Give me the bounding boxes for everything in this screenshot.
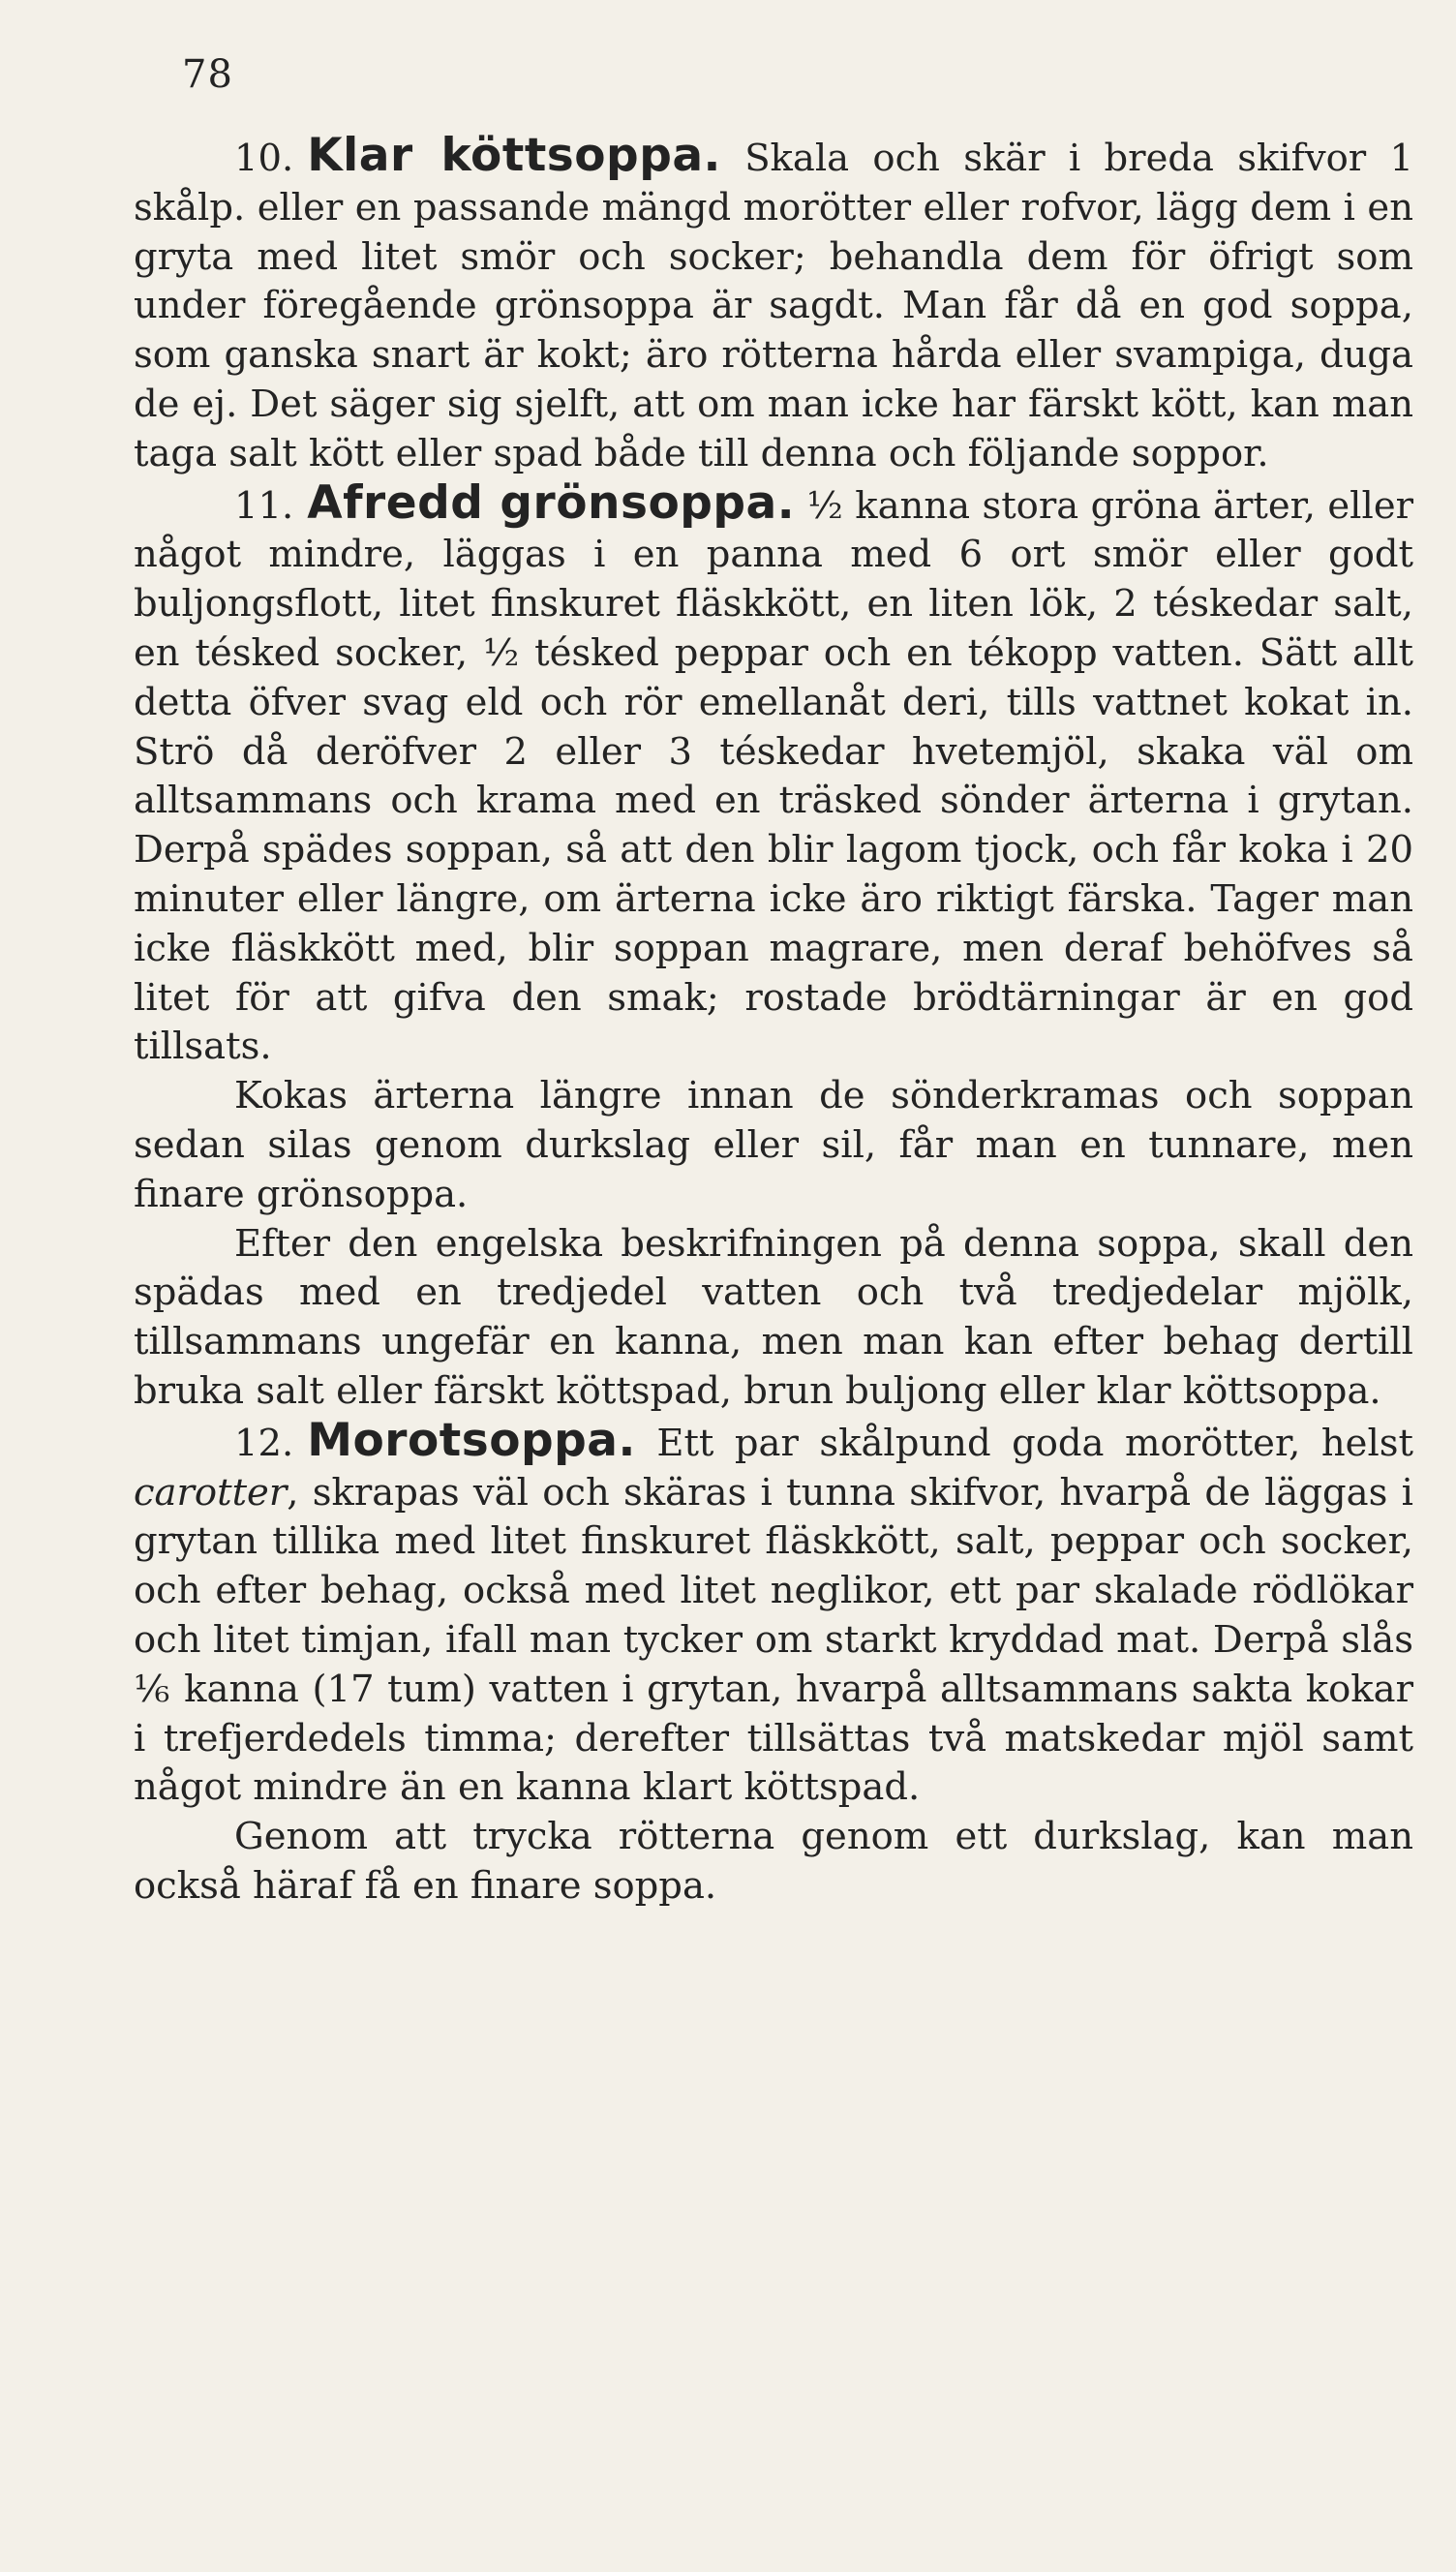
recipe-11-paragraph xyxy=(134,475,1414,1073)
recipe-10-number: 10. xyxy=(234,137,294,180)
page-number: 78 xyxy=(182,52,233,97)
recipe-12-title: Morotsoppa. xyxy=(307,1413,636,1467)
recipe-11-number: 11. xyxy=(234,483,294,528)
recipe-12-paragraph xyxy=(134,1413,1413,1813)
recipe-11-paragraph-3: Efter den engelska beskrifningen på denna soppa, skall den spädas med en tredjedel vatten och två tredjedelar mjölk, tillsammans ungefär en kanna, men man kan efter behag dertill bruka salt eller färskt köttspad, brun buljong eller klar köttsoppa. xyxy=(134,1221,1413,1413)
recipe-10-title: Klar köttsoppa. xyxy=(307,129,721,182)
recipe-12-number: 12. xyxy=(234,1421,294,1465)
recipe-12-text-italic: carotter xyxy=(134,1470,288,1515)
text-column xyxy=(134,129,1414,1912)
recipe-11-paragraph-2: Kokas ärterna längre innan de sönderkramas och soppan sedan silas genom durkslag eller sil, får man en tunnare, men finare grönsoppa. xyxy=(134,1074,1413,1216)
recipe-11-text: ½ kanna stora gröna ärter, eller något mindre, läggas i en panna med 6 ort smör eller godt buljongsflott, litet finskuret fläskkött, en liten lök, 2 téskedar salt, en tésked socker, ½ tésked peppar och en tékopp vatten. Sätt allt detta öfver svag eld och rör emellanåt deri, tills vattnet kokat in. Strö då deröfver 2 eller 3 téskedar hvetemjöl, skaka väl om alltsammans och krama med en träsked sönder ärterna i grytan. Derpå spädes soppan, så att den blir lagom tjock, och får koka i 20 minuter eller längre, om ärterna icke äro riktigt färska. Tager man icke fläskkött med, blir soppan magrare, men deraf behöfves så litet för att gifva den smak; rostade brödtärningar är en god tillsats. xyxy=(134,483,1414,1069)
recipe-11-title: Afredd grönsoppa. xyxy=(307,475,796,530)
recipe-12-paragraph-2: Genom att trycka rötterna genom ett durkslag, kan man också häraf få en finare soppa. xyxy=(134,1815,1413,1908)
recipe-10-text: Skala och skär i breda skifvor 1 skålp. eller en passande mängd morötter eller rofvor, lägg dem i en gryta med litet smör och socker; behandla dem för öfrigt som under föregående grönsoppa är sagdt. Man får då en god soppa, som ganska snart är kokt; äro rötterna hårda eller svampiga, duga de ej. Det säger sig sjelft, att om man icke har färskt kött, kan man taga salt kött eller spad både till denna och följande soppor. xyxy=(134,137,1413,475)
recipe-12-text-start: Ett par skålpund goda morötter, helst xyxy=(656,1421,1413,1465)
recipe-10-paragraph xyxy=(134,129,1413,479)
recipe-12-text-end: , skrapas väl och skäras i tunna skifvor, hvarpå de läggas i grytan tillika med litet finskuret fläskkött, salt, peppar och socker, och efter behag, också med litet neglikor, ett par skalade rödlökar och litet timjan, ifall man tycker om starkt kryddad mat. Derpå slås ⅙ kanna (17 tum) vatten i grytan, hvarpå alltsammans sakta kokar i trefjerdedels timma; derefter tillsättas två matskedar mjöl samt något mindre än en kanna klart köttspad. xyxy=(134,1470,1413,1810)
